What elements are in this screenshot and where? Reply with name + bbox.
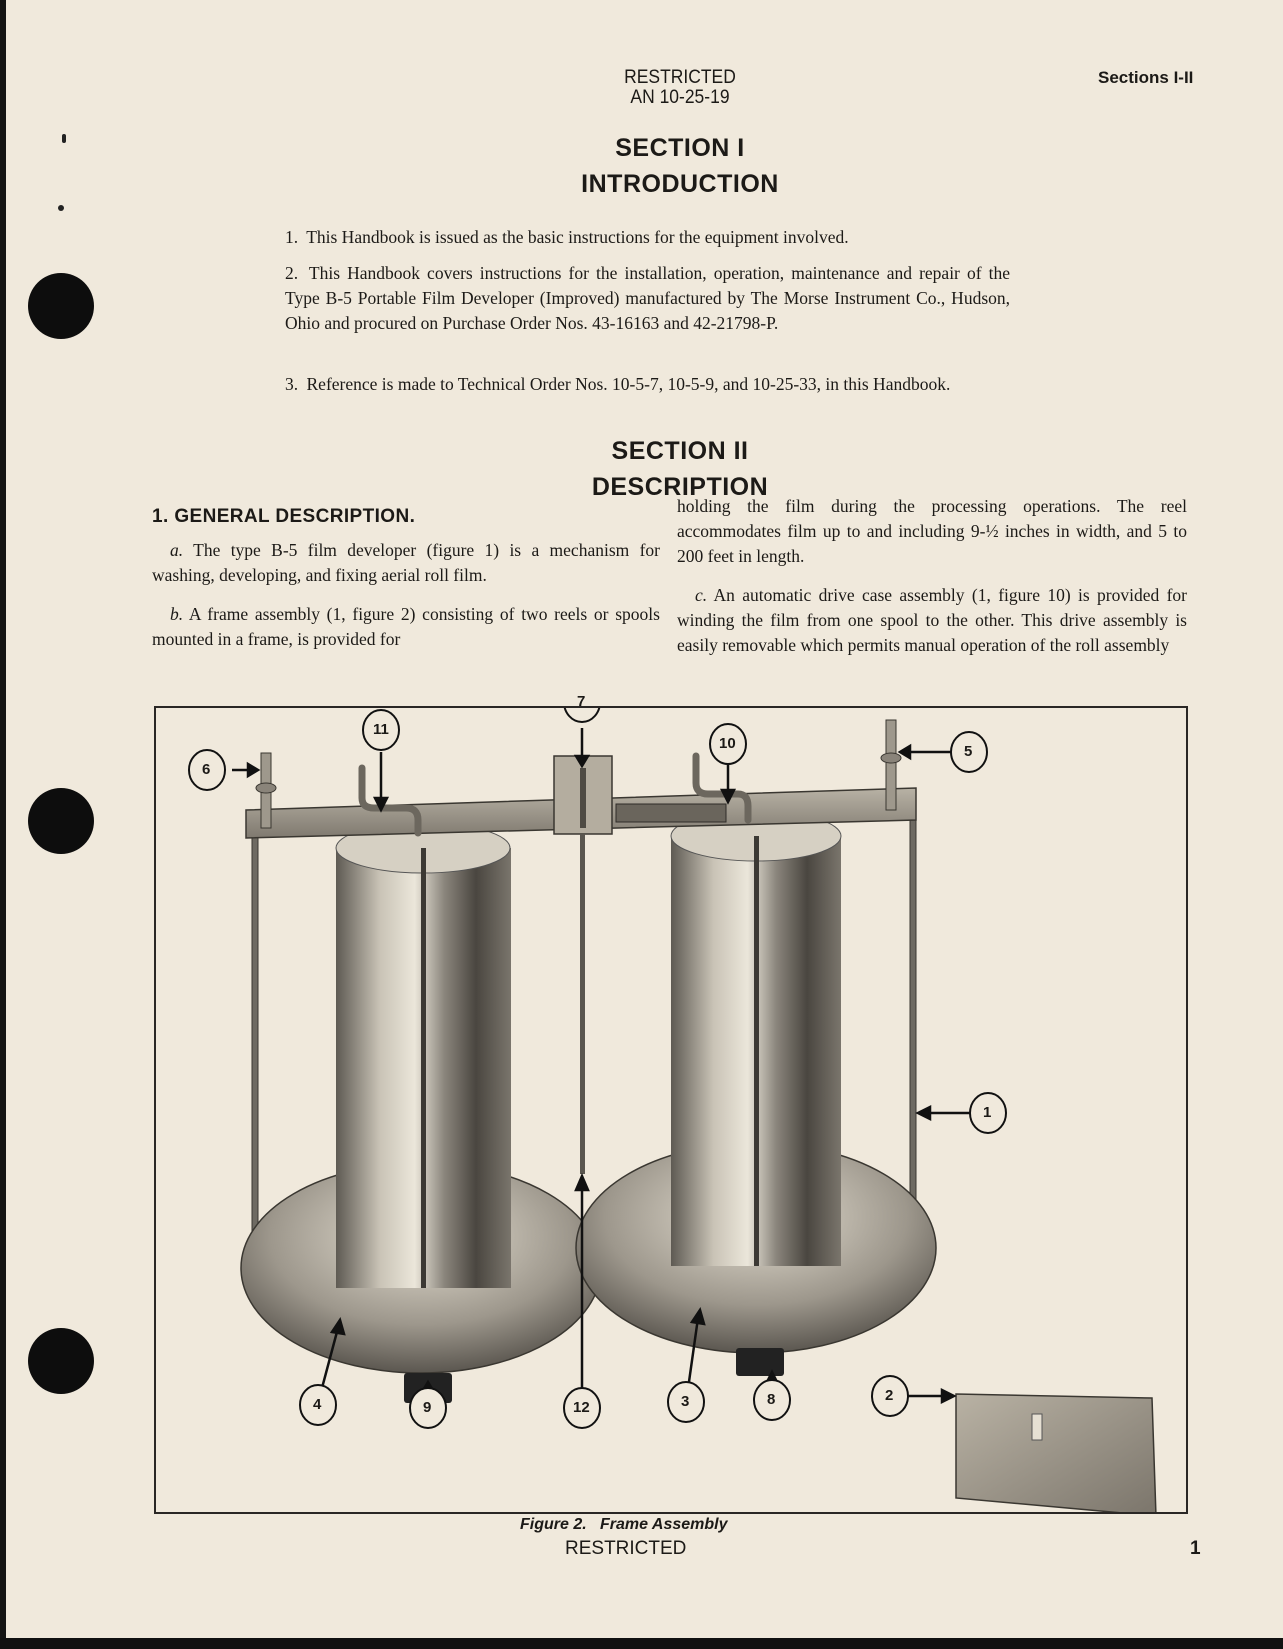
- scan-page-edge: [0, 0, 6, 1649]
- binder-hole: [28, 273, 94, 339]
- callout-label-4: 4: [313, 1396, 322, 1413]
- classification-label: RESTRICTED: [624, 67, 736, 88]
- paragraph-text: A frame assembly (1, figure 2) consisting of two reels or spools mounted in a frame, is provided for: [152, 604, 660, 649]
- paragraph-c: [677, 583, 1187, 658]
- callout-label-3: 3: [681, 1393, 690, 1410]
- binder-hole: [28, 1328, 94, 1394]
- callout-label-8: 8: [767, 1391, 776, 1408]
- binder-hole: [28, 788, 94, 854]
- section-2-title: SECTION II: [611, 437, 749, 465]
- paper-speck: [62, 134, 66, 143]
- callout-label-12: 12: [573, 1399, 590, 1416]
- paragraph-text: Reference is made to Technical Order Nos. 10-5-7, 10-5-9, and 10-25-33, in this Handbook.: [306, 374, 951, 394]
- sections-label: Sections I-II: [1098, 68, 1194, 87]
- intro-paragraph-3: [285, 372, 1010, 397]
- paragraph-text: This Handbook is issued as the basic instructions for the equipment involved.: [306, 227, 849, 247]
- section-1-title: SECTION I: [615, 134, 745, 162]
- paragraph-marker: c.: [695, 585, 708, 605]
- callout-labels: [156, 693, 1186, 1512]
- paragraph-number: 3.: [285, 374, 299, 394]
- figure-caption: Figure 2. Frame Assembly: [520, 1516, 728, 1533]
- callout-label-10: 10: [719, 735, 736, 752]
- paragraph-a: [152, 538, 660, 588]
- header-classification: [570, 68, 791, 108]
- general-description-heading: 1. GENERAL DESCRIPTION.: [152, 506, 416, 527]
- callout-label-9: 9: [423, 1399, 432, 1416]
- page-number: 1: [1190, 1538, 1201, 1559]
- paragraph-text: An automatic drive case assembly (1, figure 10) is provided for winding the film from one spool to the other. This drive assembly is easily removable which permits manual operation of the roll assembly: [677, 585, 1187, 655]
- callout-label-11: 11: [373, 721, 389, 738]
- paragraph-b: [152, 602, 660, 652]
- scan-bottom-edge: [0, 1638, 1283, 1649]
- callout-label-2: 2: [885, 1387, 894, 1404]
- callout-label-6: 6: [202, 761, 211, 778]
- paragraph-number: 1.: [285, 227, 299, 247]
- footer-classification: RESTRICTED: [565, 1538, 687, 1559]
- section-2-subtitle: DESCRIPTION: [591, 473, 769, 501]
- section-1-subtitle: INTRODUCTION: [581, 170, 779, 198]
- left-column: [152, 538, 660, 666]
- document-number: AN 10-25-19: [630, 87, 730, 108]
- paragraph-text: The type B-5 film developer (figure 1) is a mechanism for washing, developing, and fixing aerial roll film.: [152, 540, 660, 585]
- callout-label-1: 1: [983, 1104, 992, 1121]
- paragraph-number: 2.: [285, 263, 299, 283]
- callout-label-7: 7: [577, 693, 586, 710]
- callout-label-5: 5: [964, 743, 973, 760]
- paragraph-text: holding the film during the processing operations. The reel accommodates film up to and including 9-½ inches in width, and 5 to 200 feet in length.: [677, 496, 1187, 566]
- paper-speck: [58, 205, 64, 211]
- right-column: [677, 494, 1187, 672]
- paragraph-marker: b.: [170, 604, 184, 624]
- intro-paragraph-1: [285, 225, 1010, 250]
- paragraph-b-continued: [677, 494, 1187, 569]
- paragraph-text: This Handbook covers instructions for the installation, operation, maintenance and repair of the Type B-5 Portable Film Developer (Improved) manufactured by The Morse Instrument Co., Hudson, Ohio and procured on Purchase Order Nos. 43-16163 and 42-21798-P.: [285, 263, 1010, 333]
- paragraph-marker: a.: [170, 540, 184, 560]
- figure-2-frame: [154, 693, 1188, 1514]
- intro-paragraph-2: [285, 261, 1010, 336]
